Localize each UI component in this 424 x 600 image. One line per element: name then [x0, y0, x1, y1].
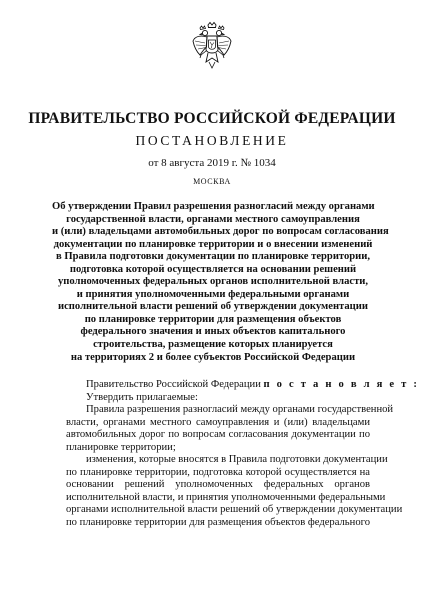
item2-line: органами исполнительной власти решений об утверждении документации — [66, 504, 403, 515]
title-line: строительства, размещение которых планируется — [93, 339, 333, 351]
decree-title — [52, 201, 389, 364]
title-line: уполномоченных федеральных органов исполнительной власти, — [57, 276, 369, 288]
item2-line: по планировке территории для размещения объектов федерального — [66, 516, 370, 528]
decree-opening — [66, 379, 420, 392]
document-type: ПОСТАНОВЛЕНИЕ — [135, 133, 289, 148]
title-line: и (или) владельцами автомобильных дорог по вопросам согласования — [52, 226, 389, 238]
item2-line: исполнительной власти, и принятия уполномоченными федеральными — [66, 491, 386, 503]
title-line: на территориях 2 и более субъектов Российской Федерации — [70, 351, 356, 363]
russian-coat-of-arms-icon — [192, 22, 232, 70]
title-line: и принятия уполномоченными федеральными органами — [76, 288, 350, 300]
item2-line: основании решений уполномоченных федеральных органов — [66, 479, 370, 490]
title-line: по планировке территории для размещения объектов — [84, 313, 342, 325]
item1-line: автомобильных дорог по вопросам согласования документации по — [66, 429, 370, 440]
title-line: документации по планировке территории и о внесении изменений — [53, 238, 373, 250]
item1-line: планировке территории; — [66, 441, 176, 453]
decree-prefix: Правительство Российской Федерации — [86, 379, 261, 390]
decree-date-number: от 8 августа 2019 г. № 1034 — [148, 157, 276, 169]
item2-line: изменения, которые вносятся в Правила подготовки документации — [86, 454, 388, 465]
title-line: Об утверждении Правил разрешения разногласий между органами — [52, 201, 375, 212]
item1-line: Правила разрешения разногласий между органами государственной — [86, 404, 394, 415]
approve-line: Утвердить прилагаемые: — [86, 391, 198, 403]
item2-line: по планировке территории, подготовка которой осуществляется на — [66, 466, 370, 478]
title-line: подготовка которой осуществляется на основании решений — [69, 263, 357, 275]
title-line: в Правила подготовки документации по планировке территории, — [55, 251, 371, 263]
title-line: исполнительной власти решений об утверждении документации — [58, 301, 368, 313]
item1-line: власти, органами местного самоуправления и (или) владельцами — [66, 416, 370, 428]
decree-keyword: п о с т а н о в л я е т : — [263, 379, 420, 390]
decree-body — [66, 379, 420, 529]
title-line: федерального значения и иных объектов капитального — [80, 326, 346, 338]
decree-city: МОСКВА — [193, 177, 231, 186]
title-line: государственной власти, органами местного самоуправления — [66, 213, 360, 225]
government-name: ПРАВИТЕЛЬСТВО РОССИЙСКОЙ ФЕДЕРАЦИИ — [28, 110, 396, 127]
